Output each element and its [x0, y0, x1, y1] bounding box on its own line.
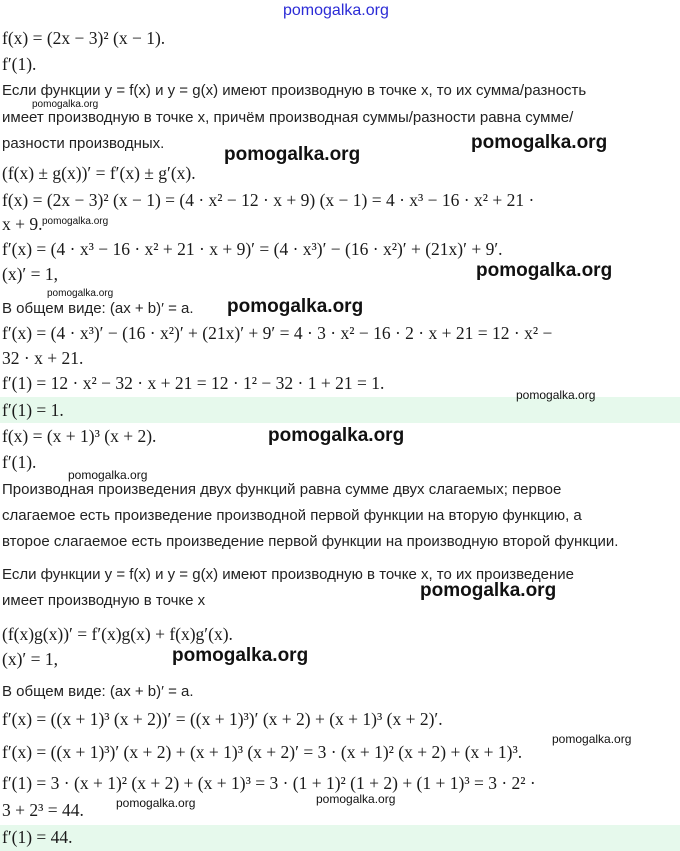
watermark: pomogalka.org [227, 296, 364, 317]
watermark: pomogalka.org [172, 645, 309, 666]
solution-line: f′(1). [2, 54, 37, 74]
solution-line: (x)′ = 1, [2, 649, 58, 669]
solution-line: f(x) = (x + 1)³ (x + 2). [2, 426, 157, 446]
answer-line: f′(1) = 44. [2, 827, 73, 847]
watermark: pomogalka.org [224, 144, 361, 165]
watermark: pomogalka.org [47, 288, 114, 299]
solution-line: 32 · x + 21. [2, 348, 84, 368]
solution-line: Производная произведения двух функций равна сумме двух слагаемых; первое [2, 481, 562, 498]
watermark: pomogalka.org [316, 792, 396, 806]
solution-line: разности производных. [2, 135, 165, 152]
watermark: pomogalka.org [552, 732, 632, 746]
watermark: pomogalka.org [68, 468, 148, 482]
answer-highlight-2 [0, 825, 680, 851]
solution-line: (f(x)g(x))′ = f′(x)g(x) + f(x)g′(x). [2, 624, 233, 644]
solution-line: f′(x) = (4 · x³ − 16 · x² + 21 · x + 9)′ = (4 · x³)′ − (16 · x²)′ + (21x)′ + 9′. [2, 239, 503, 259]
answer-line: f′(1) = 1. [2, 400, 64, 420]
solution-line: второе слагаемое есть произведение первой функции на производную второй функции. [2, 533, 619, 550]
solution-line: (x)′ = 1, [2, 264, 58, 284]
solution-line: f′(1) = 12 · x² − 32 · x + 21 = 12 · 1² − 32 · 1 + 21 = 1. [2, 373, 385, 393]
solution-line: Если функции y = f(x) и y = g(x) имеют производную в точке x, то их сумма/разность [2, 82, 587, 99]
solution-line: имеет производную в точке x [2, 592, 206, 609]
watermark: pomogalka.org [420, 580, 557, 601]
solution-line: имеет производную в точке x, причём производная суммы/разности равна сумме/ [2, 109, 574, 126]
watermark: pomogalka.org [268, 425, 405, 446]
watermark: pomogalka.org [32, 99, 99, 110]
solution-line: f′(x) = ((x + 1)³ (x + 2))′ = ((x + 1)³)′ (x + 2) + (x + 1)³ (x + 2)′. [2, 709, 443, 729]
watermark: pomogalka.org [283, 2, 389, 19]
solution-line: f′(1). [2, 452, 37, 472]
watermark: pomogalka.org [116, 796, 196, 810]
solution-line: 3 + 2³ = 44. [2, 800, 84, 820]
solution-line: f′(x) = ((x + 1)³)′ (x + 2) + (x + 1)³ (x + 2)′ = 3 · (x + 1)² (x + 2) + (x + 1)³. [2, 742, 523, 762]
solution-line: В общем виде: (ax + b)′ = a. [2, 300, 194, 317]
solution-line: f(x) = (2x − 3)² (x − 1) = (4 · x² − 12 · x + 9) (x − 1) = 4 · x³ − 16 · x² + 21 · [2, 190, 535, 210]
solution-line: x + 9. [2, 214, 43, 234]
solution-line: (f(x) ± g(x))′ = f′(x) ± g′(x). [2, 163, 196, 183]
watermark: pomogalka.org [471, 132, 608, 153]
watermark: pomogalka.org [42, 216, 109, 227]
watermark: pomogalka.org [476, 260, 613, 281]
solution-line: слагаемое есть произведение производной первой функции на вторую функцию, а [2, 507, 582, 524]
solution-line: f′(1) = 3 · (x + 1)² (x + 2) + (x + 1)³ = 3 · (1 + 1)² (1 + 2) + (1 + 1)³ = 3 · 2² · [2, 773, 536, 793]
solution-line: Если функции y = f(x) и y = g(x) имеют производную в точке x, то их произведение [2, 566, 575, 583]
solution-line: f′(x) = (4 · x³)′ − (16 · x²)′ + (21x)′ + 9′ = 4 · 3 · x² − 16 · 2 · x + 21 = 12 · x² − [2, 323, 553, 343]
solution-line: В общем виде: (ax + b)′ = a. [2, 683, 194, 700]
watermark: pomogalka.org [516, 388, 596, 402]
solution-line: f(x) = (2x − 3)² (x − 1). [2, 28, 166, 48]
